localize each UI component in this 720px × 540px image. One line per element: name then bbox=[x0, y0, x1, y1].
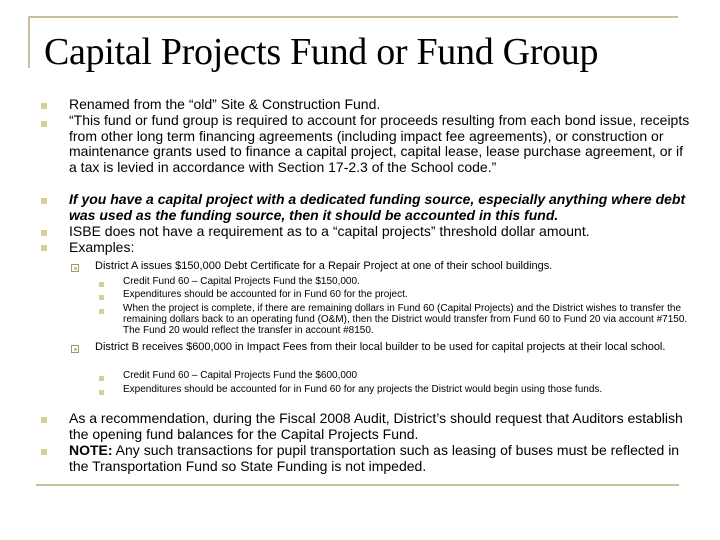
bullet-marker bbox=[41, 417, 47, 423]
note-label: NOTE: bbox=[69, 442, 113, 458]
bullet-marker bbox=[41, 449, 47, 455]
bullet-renamed: Renamed from the “old” Site & Construction Fund. bbox=[69, 96, 381, 112]
example-b-item-2: Expenditures should be accounted for in Fund 60 for any projects the District would begin using those funds. bbox=[123, 384, 603, 395]
bottom-rule bbox=[36, 484, 679, 486]
sub-bullet-marker bbox=[71, 345, 79, 353]
bullet-marker bbox=[41, 121, 47, 127]
bullet-examples: Examples: bbox=[69, 239, 135, 255]
bullet-marker bbox=[41, 198, 47, 204]
title-frame-left-rule bbox=[28, 16, 30, 68]
example-b-item-1: Credit Fund 60 – Capital Projects Fund the $600,000 bbox=[123, 370, 358, 381]
bullet-isbe-threshold: ISBE does not have a requirement as to a “capital projects” threshold dollar amount. bbox=[69, 223, 590, 239]
bullet-dedicated-funding: If you have a capital project with a dedicated funding source, especially anything where debt was used as the funding source, then it should be accounted in this fund. bbox=[69, 191, 686, 223]
bullet-marker bbox=[41, 245, 47, 251]
example-a-text: District A issues $150,000 Debt Certificate for a Repair Project at one of their school buildings. bbox=[95, 260, 553, 272]
sub-bullet-marker bbox=[71, 264, 79, 272]
sub-sub-bullet-marker bbox=[99, 376, 104, 381]
bullet-fund-definition: “This fund or fund group is required to account for proceeds resulting from each bond issue, receipts from other long term financing agreements (including impact fee agreements), or construction or maintenance grants used to finance a capital project, capital lease, lease purchase agreement, or if a tax is levied in accordance with Section 17-2.3 of the School code.” bbox=[69, 112, 690, 175]
bullet-marker bbox=[41, 103, 47, 109]
bullet-marker bbox=[41, 230, 47, 236]
example-b-text: District B receives $600,000 in Impact Fees from their local builder to be used for capital projects at their local school. bbox=[95, 341, 666, 353]
title-frame-top-rule bbox=[28, 16, 678, 18]
sub-sub-bullet-marker bbox=[99, 282, 104, 287]
example-a-item-3: When the project is complete, if there are remaining dollars in Fund 60 (Capital Projects) and the District wishes to transfer the remaining dollars back to an operating fund (O&M), then the District would transfer from Fund 60 to Fund 20 via account #7150. The Fund 20 would reflect the transfer in account #8150. bbox=[123, 303, 688, 336]
slide-title: Capital Projects Fund or Fund Group bbox=[44, 31, 599, 73]
sub-sub-bullet-marker bbox=[99, 390, 104, 395]
bullet-note bbox=[69, 443, 694, 474]
sub-sub-bullet-marker bbox=[99, 295, 104, 300]
bullet-audit-recommendation: As a recommendation, during the Fiscal 2008 Audit, District’s should request that Auditors establish the opening fund balances for the Capital Projects Fund. bbox=[69, 410, 683, 442]
note-text: Any such transactions for pupil transportation such as leasing of buses must be reflected in the Transportation Fund so State Funding is not impeded. bbox=[69, 442, 680, 474]
example-a-item-2: Expenditures should be accounted for in Fund 60 for the project. bbox=[123, 289, 408, 300]
sub-sub-bullet-marker bbox=[99, 309, 104, 314]
example-a-item-1: Credit Fund 60 – Capital Projects Fund the $150,000. bbox=[123, 276, 360, 287]
